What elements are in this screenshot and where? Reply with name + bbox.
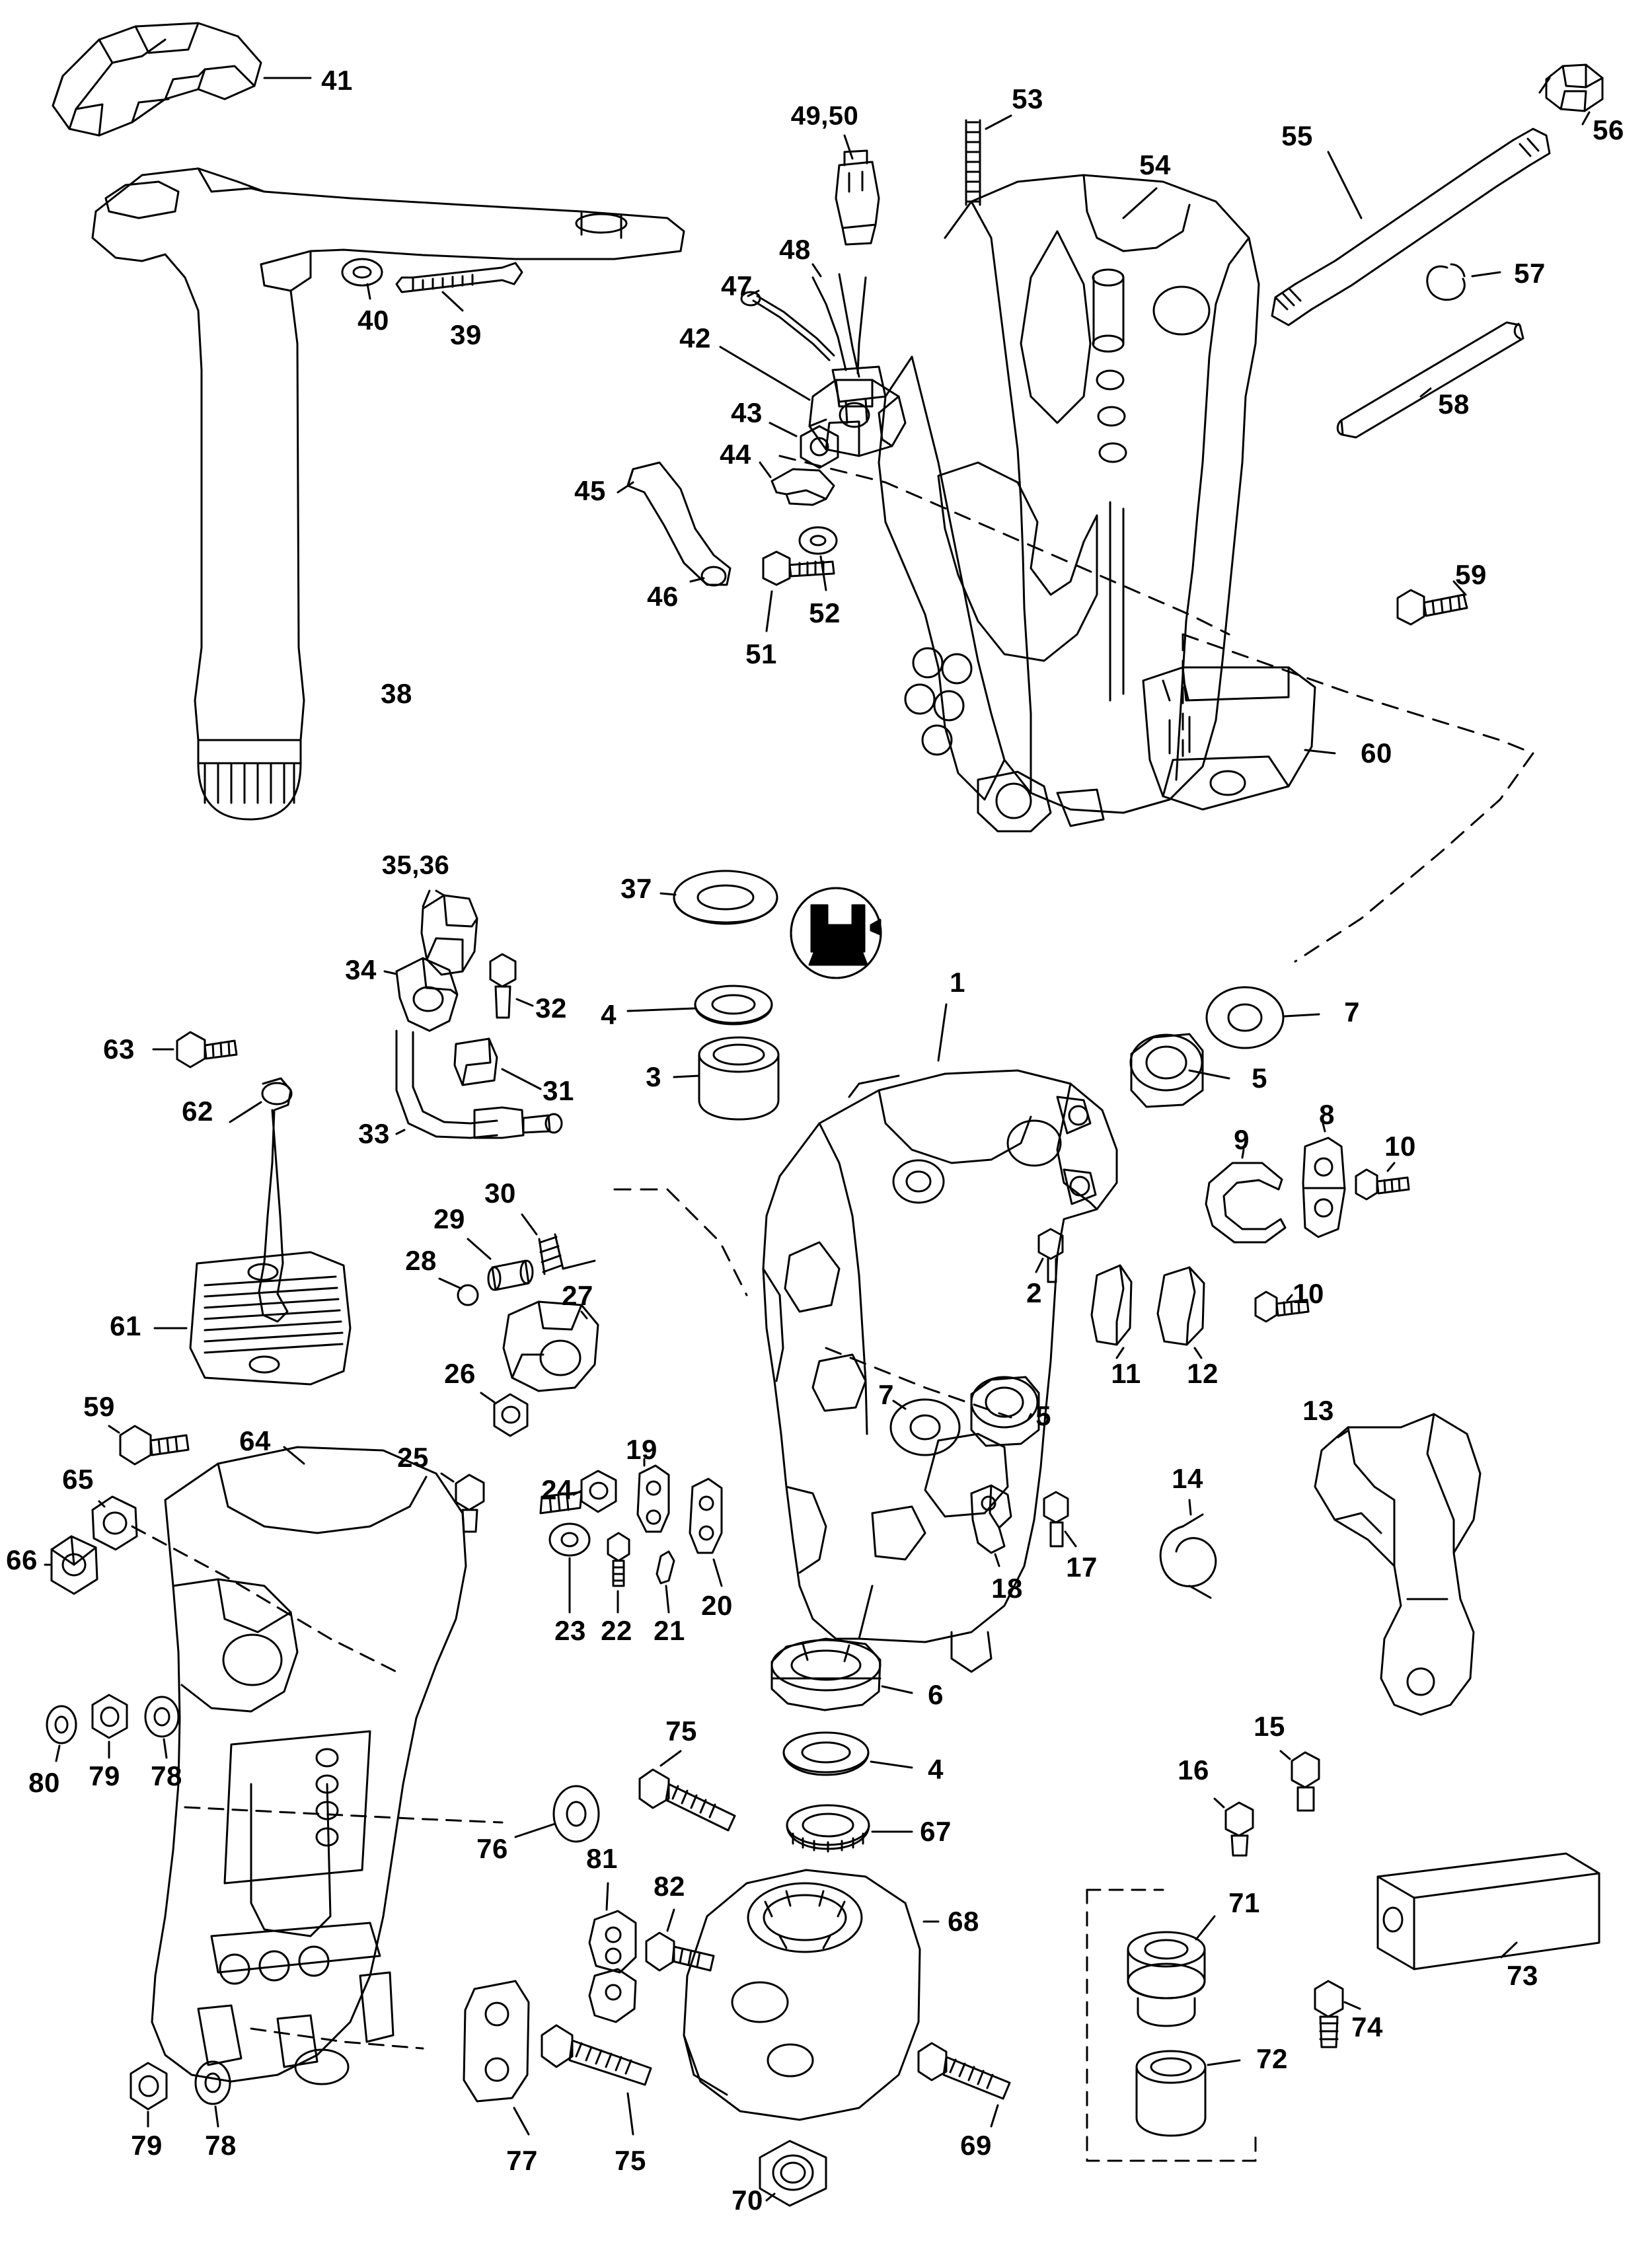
part-57-retaining-ring (1427, 264, 1465, 300)
part-58-tube (1337, 322, 1523, 437)
callout-27: 27 (562, 1280, 593, 1311)
part-80-washer (47, 1706, 76, 1743)
callout-59a: 59 (1455, 559, 1487, 590)
callout-5b: 5 (1035, 1400, 1051, 1431)
part-72-bushing (1137, 2051, 1205, 2136)
callout-74: 74 (1351, 2011, 1383, 2042)
part-47-link-rod (741, 292, 834, 360)
callout-34: 34 (345, 954, 377, 985)
part-4-upper-bushing (695, 986, 772, 1024)
callout-37: 37 (620, 873, 652, 904)
callout-76: 76 (476, 1833, 508, 1864)
part-49-50-connector (836, 151, 879, 244)
callout-82: 82 (654, 1871, 685, 1902)
callout-5a: 5 (1252, 1063, 1267, 1094)
part-37-seal (674, 871, 777, 924)
part-44-bushing-clip (772, 469, 834, 505)
callout-65: 65 (62, 1464, 94, 1495)
callout-79a: 79 (89, 1760, 120, 1791)
callout-12: 12 (1187, 1358, 1219, 1389)
callout-42: 42 (679, 322, 711, 354)
callout-8: 8 (1319, 1099, 1335, 1130)
callout-41: 41 (321, 65, 353, 96)
callout-78b: 78 (205, 2130, 237, 2161)
part-20-bracket (690, 1479, 722, 1553)
callout-20: 20 (701, 1590, 733, 1621)
part-45-46-lever-arm (628, 463, 730, 585)
callout-7b: 7 (878, 1379, 894, 1410)
part-18-clip (971, 1485, 1011, 1553)
part-48-wire-harness (813, 274, 885, 423)
callout-4a: 4 (601, 999, 617, 1030)
part-26-nut (494, 1394, 527, 1436)
part-6-bearing-cap (772, 1639, 880, 1710)
callout-66: 66 (6, 1544, 38, 1575)
callout-71: 71 (1228, 1887, 1260, 1918)
callout-72: 72 (1256, 2043, 1288, 2074)
callout-53: 53 (1012, 83, 1043, 114)
callout-28: 28 (405, 1245, 437, 1276)
part-64-stern-bracket (152, 1447, 466, 2084)
callout-17: 17 (1066, 1552, 1098, 1583)
part-54-swivel-bracket (879, 175, 1259, 831)
callout-29: 29 (433, 1203, 465, 1234)
part-17-screw (1044, 1492, 1068, 1546)
part-53-spring (966, 120, 980, 205)
callout-2: 2 (1026, 1277, 1042, 1308)
callout-24: 24 (541, 1474, 573, 1505)
callout-69: 69 (960, 2130, 992, 2161)
callout-49_50: 49,50 (790, 101, 859, 131)
callout-31: 31 (543, 1075, 574, 1106)
callout-75a: 75 (665, 1715, 697, 1746)
part-76-washer (554, 1786, 599, 1842)
part-34-switch-arm (396, 958, 457, 1031)
callout-38: 38 (381, 678, 412, 709)
part-15-bolt (1292, 1752, 1319, 1811)
callout-25: 25 (397, 1442, 429, 1473)
part-10-upper-screw (1356, 1170, 1409, 1199)
part-33-cable-switch (396, 1031, 562, 1138)
part-7-upper-washer (1207, 987, 1283, 1048)
part-4-lower-bushing (784, 1733, 868, 1775)
callout-70: 70 (732, 2185, 763, 2216)
part-73-anode-bar (1378, 1853, 1599, 1969)
callout-73: 73 (1507, 1960, 1538, 1991)
callout-78a: 78 (151, 1760, 182, 1791)
part-21-pin (657, 1552, 674, 1583)
part-63-screw (177, 1032, 237, 1067)
callout-54: 54 (1139, 149, 1171, 180)
part-79-nut-upper (93, 1695, 127, 1738)
part-3-bushing (699, 1037, 778, 1119)
callout-63: 63 (103, 1033, 135, 1065)
callout-79b: 79 (131, 2130, 163, 2161)
callout-75b: 75 (615, 2145, 646, 2176)
callout-59b: 59 (83, 1391, 115, 1422)
callout-67: 67 (920, 1816, 952, 1847)
part-42-cam-bracket (809, 380, 905, 456)
callout-6: 6 (928, 1679, 944, 1710)
part-81-clip (589, 1911, 636, 2022)
part-14-spring (1160, 1515, 1216, 1598)
part-40-washer (342, 259, 382, 285)
callout-3: 3 (646, 1061, 661, 1092)
callout-1: 1 (950, 967, 965, 998)
callout-9: 9 (1234, 1124, 1250, 1155)
callout-10b: 10 (1293, 1278, 1324, 1309)
part-77-bracket-plate (464, 1981, 529, 2101)
callout-62: 62 (182, 1096, 213, 1127)
callout-45: 45 (574, 475, 606, 506)
callout-46: 46 (647, 581, 679, 612)
callout-64: 64 (239, 1425, 271, 1456)
callout-81: 81 (586, 1843, 618, 1874)
callout-7a: 7 (1344, 996, 1360, 1028)
part-79-nut-lower (131, 2063, 167, 2109)
callout-23: 23 (554, 1615, 586, 1646)
callout-68: 68 (948, 1906, 979, 1937)
part-19-bracket (638, 1466, 669, 1532)
part-52-washer (800, 527, 837, 554)
callout-14: 14 (1172, 1463, 1203, 1494)
part-78-washer-upper (145, 1697, 178, 1737)
callout-61: 61 (110, 1310, 141, 1341)
part-32-bolt (490, 954, 515, 1018)
part-29-pin (488, 1261, 533, 1290)
callout-80: 80 (28, 1767, 60, 1798)
part-16-screw (1226, 1803, 1253, 1855)
callout-13: 13 (1302, 1395, 1334, 1426)
part-71-bushing (1128, 1932, 1205, 2026)
part-12-bushing (1158, 1267, 1204, 1345)
callout-33: 33 (358, 1118, 390, 1149)
part-23-washer (550, 1524, 589, 1555)
part-8-bracket (1303, 1138, 1345, 1237)
callout-22: 22 (601, 1615, 632, 1646)
callout-15: 15 (1254, 1711, 1285, 1742)
part-59-lower-bolt (120, 1426, 188, 1464)
callout-26: 26 (444, 1358, 476, 1389)
part-30-spring (539, 1234, 595, 1274)
callout-56: 56 (1593, 114, 1624, 145)
callout-44: 44 (720, 439, 751, 470)
part-60-clamp (1143, 667, 1315, 809)
callout-47: 47 (721, 270, 753, 301)
part-7-lower-washer (891, 1400, 959, 1455)
callout-18: 18 (991, 1573, 1023, 1604)
part-65-66-nut-cap (52, 1497, 137, 1594)
callout-51: 51 (745, 638, 777, 669)
part-68-swivel-housing (684, 1870, 920, 2120)
callout-77: 77 (506, 2145, 538, 2176)
part-9-clamp-ring (1206, 1163, 1285, 1242)
part-78-washer-lower (196, 2062, 230, 2104)
part-41-steering-handle-bracket (53, 23, 261, 135)
callout-60: 60 (1361, 737, 1392, 768)
part-55-56-tilt-tube (1272, 65, 1602, 325)
part-31-clip (455, 1039, 497, 1085)
part-43-nut (801, 426, 838, 468)
part-62-rod (259, 1078, 291, 1322)
callout-30: 30 (484, 1178, 516, 1209)
callout-35_36: 35,36 (381, 850, 450, 880)
callout-58: 58 (1438, 389, 1470, 420)
part-2-screw (1039, 1229, 1063, 1282)
callout-39: 39 (450, 319, 482, 350)
part-75-upper-bolt (640, 1770, 735, 1830)
part-70-nut (760, 2141, 826, 2206)
brand-badge-icon (791, 888, 881, 978)
callout-52: 52 (809, 597, 841, 628)
callout-4b: 4 (928, 1754, 944, 1785)
callout-48: 48 (779, 234, 811, 265)
part-35-36-switch-body (422, 895, 477, 975)
part-11-bushing (1092, 1265, 1131, 1345)
callout-16: 16 (1178, 1754, 1209, 1785)
part-13-steering-bracket (1315, 1414, 1480, 1715)
callout-57: 57 (1514, 258, 1546, 289)
part-39-bolt (396, 263, 522, 292)
part-59-upper-screw (1398, 590, 1467, 624)
callout-43: 43 (731, 397, 763, 428)
callout-19: 19 (626, 1434, 657, 1465)
part-22-bolt (608, 1533, 629, 1586)
part-25-screw (456, 1475, 484, 1532)
part-69-bolt (919, 2043, 1010, 2099)
callout-40: 40 (357, 305, 389, 336)
callout-55: 55 (1281, 120, 1313, 151)
part-67-bearing (787, 1805, 869, 1852)
callout-11: 11 (1111, 1358, 1141, 1389)
callout-21: 21 (654, 1615, 685, 1646)
callout-10a: 10 (1384, 1131, 1416, 1162)
callout-32: 32 (535, 992, 567, 1024)
part-82-bolt (646, 1933, 714, 1970)
part-74-screw (1315, 1981, 1343, 2047)
part-1-main-swivel-bracket (763, 1070, 1117, 1672)
part-75-lower-bolt (542, 2025, 651, 2085)
